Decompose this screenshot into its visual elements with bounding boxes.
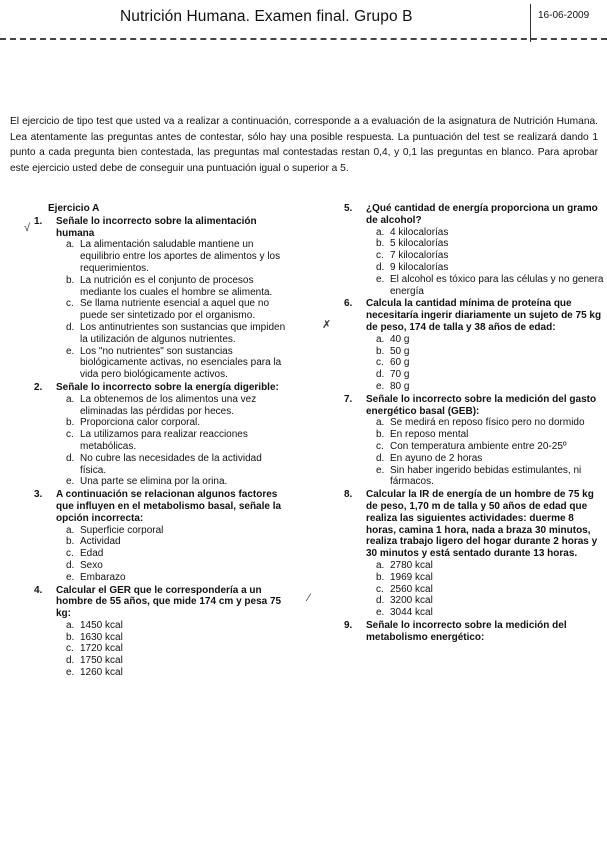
option-text: 60 g <box>390 357 410 369</box>
option-letter: b. <box>376 571 385 583</box>
question-text: ¿Qué cantidad de energía proporciona un gramo de alcohol? <box>366 203 598 226</box>
option-text: Sexo <box>80 559 103 571</box>
option-text: 7 kilocalorías <box>390 250 449 262</box>
option-text: 1969 kcal <box>390 571 433 583</box>
answer-option <box>366 369 605 381</box>
question-number: 6. <box>344 298 353 310</box>
answer-option <box>56 620 287 632</box>
question-number: 2. <box>34 381 43 393</box>
question-text: Calcular el GER que le correspondería a un hombre de 55 años, que mide 174 cm y pesa 75 kg: <box>56 584 282 620</box>
option-letter: a. <box>66 393 75 405</box>
answer-option <box>366 572 605 584</box>
question-list-left <box>12 216 287 679</box>
option-letter: a. <box>66 524 75 536</box>
answer-option <box>56 429 287 453</box>
question-item <box>12 382 287 488</box>
answer-option <box>56 643 287 655</box>
option-text: Los "no nutrientes" son sustancias biológicamente activas, no esenciales para la vida pero biológicamente activos. <box>80 345 282 381</box>
question-number: 8. <box>344 489 353 501</box>
option-text: Se llama nutriente esencial a aquel que no puede ser sintetizado por el organismo. <box>80 298 270 322</box>
question-text: Calcular la IR de energía de un hombre de 75 kg de peso, 1,70 m de talla y 50 años de edad que realiza las siguientes actividades: duerme 8 horas, camina 1 hora, nada a braza 30 minutos, realiza trabajo ligero del hogar durante 2 horas y 30 minutos y está sentado durante 13 horas. <box>366 489 598 560</box>
option-letter: a. <box>376 417 385 429</box>
option-letter: b. <box>66 536 75 548</box>
option-text: La alimentación saludable mantiene un equilibrio entre los aportes de alimentos y los requerimientos. <box>80 239 281 274</box>
pencil-cross-mark: ✗ <box>322 319 332 331</box>
option-text: Sin haber ingerido bebidas estimulantes, ni fármacos. <box>390 464 582 488</box>
option-text: La obtenemos de los alimentos una vez eliminadas las pérdidas por heces. <box>80 393 257 417</box>
option-letter: b. <box>376 238 385 250</box>
answer-option <box>56 322 287 346</box>
answer-option <box>366 346 605 358</box>
option-letter: d. <box>66 321 75 333</box>
question-item <box>322 203 605 297</box>
answer-option <box>56 655 287 667</box>
option-text: No cubre las necesidades de la actividad física. <box>80 452 262 476</box>
option-text: Los antinutrientes son sustancias que impiden la utilización de algunos nutrientes. <box>80 321 286 345</box>
answer-option <box>56 275 287 299</box>
option-text: Superficie corporal <box>80 524 164 536</box>
question-item <box>12 585 287 679</box>
answer-option <box>56 536 287 548</box>
answer-option <box>56 394 287 418</box>
option-letter: a. <box>66 239 75 251</box>
question-number: 1. <box>34 215 43 227</box>
answer-option <box>56 572 287 584</box>
option-letter: c. <box>376 583 384 595</box>
answer-option <box>56 667 287 679</box>
option-text: En ayuno de 2 horas <box>390 452 483 464</box>
option-text: 50 g <box>390 345 410 357</box>
answer-option <box>366 441 605 453</box>
question-number: 4. <box>34 584 43 596</box>
answer-option <box>366 227 605 239</box>
option-text: 2780 kcal <box>390 559 433 571</box>
question-number: 9. <box>344 619 353 631</box>
question-item <box>322 298 605 392</box>
option-letter: d. <box>376 595 385 607</box>
option-letter: b. <box>376 345 385 357</box>
answer-option <box>56 632 287 644</box>
answer-option <box>56 239 287 274</box>
question-list-right <box>322 203 605 643</box>
answer-options <box>366 417 605 488</box>
answer-option <box>56 453 287 477</box>
option-letter: b. <box>66 417 75 429</box>
answer-option <box>56 417 287 429</box>
answer-option <box>56 476 287 488</box>
option-text: 2560 kcal <box>390 583 433 595</box>
answer-option <box>366 465 605 489</box>
option-text: 3044 kcal <box>390 607 433 619</box>
option-text: Edad <box>80 548 104 560</box>
option-letter: d. <box>66 559 75 571</box>
option-letter: c. <box>376 250 384 262</box>
option-text: 3200 kcal <box>390 595 433 607</box>
answer-option <box>56 548 287 560</box>
option-letter: d. <box>66 452 75 464</box>
question-number: 7. <box>344 393 353 405</box>
option-text: En reposo mental <box>390 429 469 441</box>
option-letter: c. <box>66 643 74 655</box>
option-letter: e. <box>66 667 75 679</box>
question-text: Señale lo incorrecto sobre la energía digerible: <box>56 381 279 393</box>
header-divider <box>530 4 531 42</box>
question-text: Señale lo incorrecto sobre la medición del metabolismo energético: <box>366 619 567 643</box>
question-item <box>322 489 605 619</box>
option-letter: b. <box>376 429 385 441</box>
option-text: Se medirá en reposo físico pero no dormido <box>390 417 585 429</box>
option-text: La nutrición es el conjunto de procesos mediante los cuales el hombre se alimenta. <box>80 274 273 298</box>
option-text: 40 g <box>390 333 410 345</box>
option-letter: e. <box>376 273 385 285</box>
answer-option <box>366 250 605 262</box>
exercise-title: Ejercicio A <box>48 203 100 214</box>
option-letter: c. <box>66 548 74 560</box>
answer-option <box>366 238 605 250</box>
answer-option <box>366 429 605 441</box>
option-letter: a. <box>66 619 75 631</box>
answer-option <box>366 595 605 607</box>
instructions-paragraph: El ejercicio de tipo test que usted va a realizar a continuación, corresponde a a evaluación de la asignatura de Nutrición Humana. Lea atentamente las preguntas antes de contestar, sólo hay una posible respuesta. La puntuación del test se realizará dando 1 punto a cada pregunta bien contestada, las preguntas mal contestadas restan 0,4, y 0,1 las preguntas en blanco. Para aprobar este ejercicio usted debe de conseguir una puntuación igual o superior a 5. <box>10 116 598 174</box>
question-number: 3. <box>34 489 43 501</box>
option-letter: e. <box>376 607 385 619</box>
question-text: Señale lo incorrecto sobre la alimentación humana <box>56 215 257 239</box>
option-text: Actividad <box>80 536 121 548</box>
answer-option <box>366 560 605 572</box>
option-text: La utilizamos para realizar reacciones metabólicas. <box>80 429 248 452</box>
exam-title: Nutrición Humana. Examen final. Grupo B <box>120 8 413 25</box>
answer-option <box>56 560 287 572</box>
question-item <box>12 216 287 381</box>
answer-options <box>56 239 287 381</box>
option-letter: c. <box>376 440 384 452</box>
answer-options <box>366 227 605 298</box>
answer-option <box>366 453 605 465</box>
option-letter: e. <box>66 476 75 488</box>
option-letter: e. <box>66 571 75 583</box>
option-text: Proporciona calor corporal. <box>80 417 201 429</box>
option-text: 9 kilocalorías <box>390 261 449 273</box>
answer-option <box>56 525 287 537</box>
answer-option <box>366 334 605 346</box>
option-text: 1750 kcal <box>80 655 123 667</box>
option-text: 5 kilocalorías <box>390 238 449 250</box>
answer-options <box>366 560 605 619</box>
right-column <box>322 203 605 644</box>
header-rule <box>0 38 607 40</box>
question-item <box>322 394 605 488</box>
answer-option <box>366 381 605 393</box>
option-text: 1720 kcal <box>80 643 123 655</box>
option-letter: e. <box>66 345 75 357</box>
answer-options <box>56 525 287 584</box>
option-text: 80 g <box>390 380 410 392</box>
option-letter: a. <box>376 226 385 238</box>
option-letter: c. <box>66 298 74 310</box>
answer-option <box>366 417 605 429</box>
option-text: Con temperatura ambiente entre 20-25º <box>390 440 567 452</box>
answer-options <box>56 394 287 488</box>
answer-option <box>366 274 605 298</box>
option-letter: b. <box>66 631 75 643</box>
answer-option <box>366 584 605 596</box>
option-letter: e. <box>376 380 385 392</box>
answer-options <box>366 334 605 393</box>
left-column <box>12 203 287 680</box>
option-text: Embarazo <box>80 571 126 583</box>
option-letter: c. <box>376 357 384 369</box>
option-text: 1260 kcal <box>80 667 123 679</box>
answer-option <box>366 357 605 369</box>
pencil-check-mark: √ <box>24 222 31 234</box>
question-item <box>12 489 287 583</box>
answer-options <box>56 620 287 679</box>
question-number: 5. <box>344 203 353 214</box>
option-letter: b. <box>66 274 75 286</box>
question-text: Señale lo incorrecto sobre la medición del gasto energético basal (GEB): <box>366 393 597 417</box>
option-letter: c. <box>66 429 74 441</box>
option-letter: d. <box>376 369 385 381</box>
option-letter: a. <box>376 333 385 345</box>
question-text: Calcula la cantidad mínima de proteína que necesitaría ingerir diariamente un sujeto de 75 kg de peso, 174 de talla y 38 años de edad: <box>366 298 602 333</box>
option-text: 1630 kcal <box>80 631 123 643</box>
option-letter: d. <box>376 452 385 464</box>
option-text: Una parte se elimina por la orina. <box>80 476 228 488</box>
answer-option <box>366 607 605 619</box>
option-letter: e. <box>376 464 385 476</box>
option-text: 4 kilocalorías <box>390 226 449 238</box>
option-text: El alcohol es tóxico para las células y no genera energía <box>390 273 604 297</box>
answer-option <box>56 298 287 322</box>
page-header <box>0 0 607 44</box>
answer-option <box>366 262 605 274</box>
exam-date: 16-06-2009 <box>538 10 590 21</box>
option-letter: d. <box>66 655 75 667</box>
answer-option <box>56 346 287 381</box>
question-item <box>322 620 605 644</box>
option-letter: d. <box>376 261 385 273</box>
option-text: 1450 kcal <box>80 619 123 631</box>
pencil-mark: ∕ <box>308 592 310 604</box>
question-text: A continuación se relacionan algunos factores que influyen en el metabolismo basal, señale la opción incorrecta: <box>56 489 282 524</box>
option-text: 70 g <box>390 369 410 381</box>
option-letter: a. <box>376 559 385 571</box>
